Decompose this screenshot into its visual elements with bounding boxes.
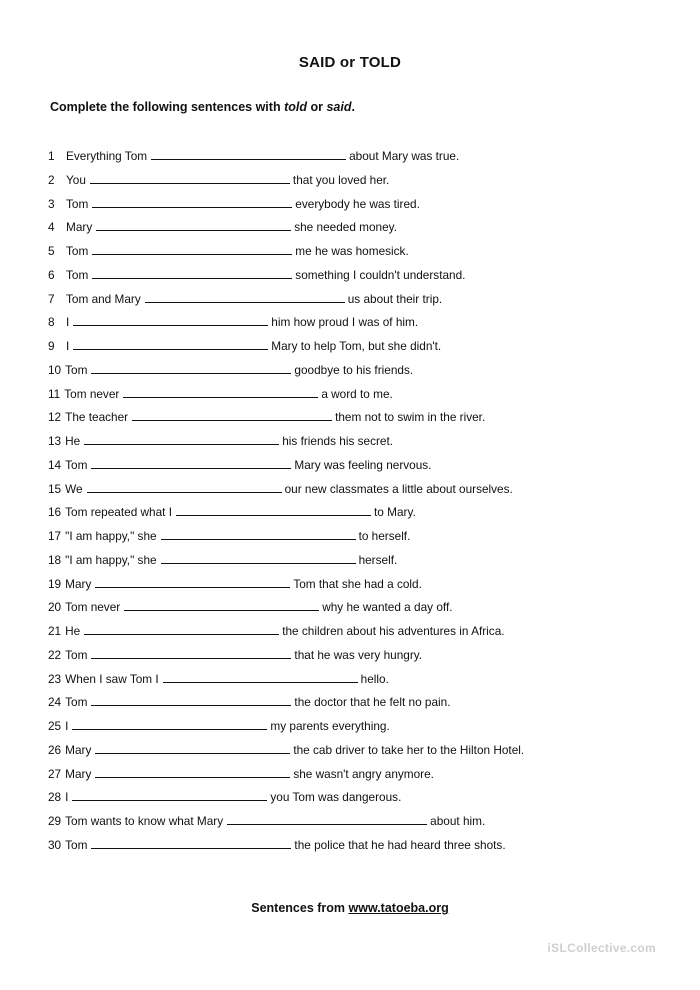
answer-blank[interactable] <box>151 147 346 160</box>
sentence-row-15 <box>48 479 648 503</box>
sentence-after: to Mary. <box>374 505 416 520</box>
sentence-number: 10 <box>48 362 62 377</box>
answer-blank[interactable] <box>92 195 292 208</box>
sentence-number: 20 <box>48 600 62 615</box>
sentence-row-10 <box>48 360 648 384</box>
sentence-row-11 <box>48 384 648 408</box>
sentence-row-4 <box>48 217 648 241</box>
sentence-number: 21 <box>48 624 62 638</box>
sentence-after: about Mary was true. <box>349 149 460 163</box>
answer-blank[interactable] <box>161 551 356 564</box>
sentence-row-1 <box>48 146 648 170</box>
sentence-before: Mary <box>65 766 92 781</box>
sentence-number: 24 <box>48 695 62 710</box>
sentence-row-30 <box>48 835 648 859</box>
answer-blank[interactable] <box>145 290 345 303</box>
sentence-after: that he was very hungry. <box>294 647 423 662</box>
sentence-row-20 <box>48 597 648 621</box>
instruction-word-said: said <box>326 100 352 114</box>
sentence-before: Mary <box>65 742 92 757</box>
answer-blank[interactable] <box>95 575 290 588</box>
sentence-number: 1 <box>48 149 55 163</box>
sentence-number: 18 <box>48 552 62 567</box>
sentence-after: something I couldn't understand. <box>295 267 466 282</box>
source-prefix: Sentences from <box>251 901 349 915</box>
sentence-before: I <box>65 790 69 805</box>
sentence-number: 4 <box>48 220 55 235</box>
sentence-after: about him. <box>430 814 486 828</box>
sentence-before: Tom <box>65 695 88 710</box>
sentence-after: the police that he had heard three shots. <box>294 837 506 852</box>
answer-blank[interactable] <box>72 717 267 730</box>
sentence-before: "I am happy," she <box>65 552 157 567</box>
answer-blank[interactable] <box>73 313 268 326</box>
sentence-after: goodbye to his friends. <box>294 362 414 377</box>
answer-blank[interactable] <box>72 788 267 801</box>
sentence-number: 2 <box>48 172 55 187</box>
sentence-row-7 <box>48 289 648 313</box>
sentence-after: me he was homesick. <box>295 244 409 258</box>
sentence-before: The teacher <box>65 410 129 425</box>
sentence-row-27 <box>48 764 648 788</box>
sentence-before: Tom <box>66 196 89 211</box>
answer-blank[interactable] <box>91 361 291 374</box>
sentence-number: 17 <box>48 529 62 543</box>
sentence-number: 16 <box>48 505 62 520</box>
sentence-number: 8 <box>48 315 55 330</box>
sentence-row-16 <box>48 502 648 526</box>
sentence-before: Tom <box>65 837 88 852</box>
sentence-number: 5 <box>48 244 55 258</box>
exercise-list <box>48 146 648 859</box>
answer-blank[interactable] <box>84 432 279 445</box>
answer-blank[interactable] <box>161 527 356 540</box>
sentence-before: Tom wants to know what Mary <box>65 814 224 828</box>
instruction-suffix: . <box>351 100 355 114</box>
answer-blank[interactable] <box>124 598 319 611</box>
sentence-before: He <box>65 434 81 448</box>
sentence-after: our new classmates a little about ourselves. <box>284 481 513 496</box>
instruction-prefix: Complete the following sentences with <box>50 100 285 114</box>
answer-blank[interactable] <box>73 337 268 350</box>
answer-blank[interactable] <box>91 836 291 849</box>
sentence-number: 28 <box>48 790 62 805</box>
sentence-before: I <box>66 315 70 330</box>
sentence-number: 27 <box>48 766 62 781</box>
answer-blank[interactable] <box>163 670 358 683</box>
sentence-before: Tom repeated what I <box>65 505 173 520</box>
sentence-after: she needed money. <box>294 220 397 235</box>
tatoeba-link[interactable]: www.tatoeba.org <box>348 901 449 915</box>
sentence-number: 6 <box>48 267 55 282</box>
sentence-number: 7 <box>48 291 55 306</box>
site-watermark: iSLCollective.com <box>547 941 656 955</box>
sentence-row-25 <box>48 716 648 740</box>
sentence-number: 19 <box>48 576 62 591</box>
answer-blank[interactable] <box>90 171 290 184</box>
source-credit <box>0 901 700 915</box>
sentence-before: Tom never <box>64 386 120 401</box>
instruction-middle: or <box>306 100 327 114</box>
answer-blank[interactable] <box>132 408 332 421</box>
sentence-after: why he wanted a day off. <box>322 600 453 615</box>
sentence-number: 26 <box>48 742 62 757</box>
sentence-after: Mary to help Tom, but she didn't. <box>271 339 442 353</box>
answer-blank[interactable] <box>92 242 292 255</box>
sentence-after: Mary was feeling nervous. <box>294 457 432 472</box>
sentence-row-18 <box>48 550 648 574</box>
sentence-before: We <box>65 481 83 496</box>
sentence-before: Tom and Mary <box>66 291 141 306</box>
answer-blank[interactable] <box>176 503 371 516</box>
instruction-word-told: told <box>284 100 307 114</box>
page-title: SAID or TOLD <box>298 54 402 71</box>
sentence-number: 14 <box>48 457 62 472</box>
answer-blank[interactable] <box>92 266 292 279</box>
sentence-after: my parents everything. <box>270 719 390 733</box>
sentence-row-19 <box>48 574 648 598</box>
answer-blank[interactable] <box>227 812 427 825</box>
sentence-row-9 <box>48 336 648 360</box>
sentence-row-13 <box>48 431 648 455</box>
sentence-after: that you loved her. <box>292 172 390 187</box>
instruction-text <box>50 100 355 114</box>
sentence-before: Tom <box>65 362 88 377</box>
answer-blank[interactable] <box>84 622 279 635</box>
answer-blank[interactable] <box>96 218 291 231</box>
sentence-after: to herself. <box>358 529 411 543</box>
sentence-before: Tom <box>66 267 89 282</box>
sentence-row-14 <box>48 455 648 479</box>
sentence-number: 13 <box>48 434 62 448</box>
sentence-after: she wasn't angry anymore. <box>293 766 434 781</box>
sentence-row-21 <box>48 621 648 645</box>
sentence-before: He <box>65 624 81 638</box>
sentence-after: the cab driver to take her to the Hilton Hotel. <box>293 742 525 757</box>
sentence-row-2 <box>48 170 648 194</box>
sentence-row-22 <box>48 645 648 669</box>
sentence-after: herself. <box>358 552 398 567</box>
sentence-after: us about their trip. <box>347 291 443 306</box>
sentence-after: a word to me. <box>321 386 393 401</box>
sentence-before: When I saw Tom I <box>65 671 159 686</box>
answer-blank[interactable] <box>123 385 318 398</box>
sentence-number: 3 <box>48 196 55 211</box>
sentence-number: 30 <box>48 837 62 852</box>
sentence-row-17 <box>48 526 648 550</box>
sentence-before: "I am happy," she <box>65 529 157 543</box>
sentence-number: 12 <box>48 410 62 425</box>
sentence-row-24 <box>48 692 648 716</box>
sentence-before: Mary <box>65 576 92 591</box>
sentence-before: I <box>66 339 70 353</box>
sentence-number: 9 <box>48 339 55 353</box>
sentence-after: him how proud I was of him. <box>271 315 419 330</box>
sentence-after: them not to swim in the river. <box>335 410 486 425</box>
sentence-before: You <box>66 172 86 187</box>
sentence-number: 23 <box>48 671 62 686</box>
sentence-number: 15 <box>48 481 62 496</box>
sentence-row-12 <box>48 407 648 431</box>
sentence-before: Tom <box>65 457 88 472</box>
sentence-row-23 <box>48 669 648 693</box>
sentence-before: Tom <box>65 647 88 662</box>
sentence-after: the children about his adventures in Africa. <box>282 624 505 638</box>
answer-blank[interactable] <box>95 765 290 778</box>
sentence-row-6 <box>48 265 648 289</box>
sentence-after: hello. <box>360 671 389 686</box>
answer-blank[interactable] <box>91 646 291 659</box>
sentence-after: everybody he was tired. <box>295 196 420 211</box>
sentence-after: the doctor that he felt no pain. <box>294 695 451 710</box>
answer-blank[interactable] <box>91 693 291 706</box>
sentence-number: 29 <box>48 814 62 828</box>
answer-blank[interactable] <box>95 741 290 754</box>
sentence-number: 25 <box>48 719 62 733</box>
sentence-number: 11 <box>48 386 61 401</box>
sentence-before: Tom never <box>65 600 121 615</box>
sentence-row-28 <box>48 787 648 811</box>
sentence-row-8 <box>48 312 648 336</box>
sentence-before: Everything Tom <box>66 149 148 163</box>
sentence-before: Tom <box>66 244 89 258</box>
sentence-row-29 <box>48 811 648 835</box>
sentence-after: you Tom was dangerous. <box>270 790 402 805</box>
sentence-row-26 <box>48 740 648 764</box>
sentence-row-5 <box>48 241 648 265</box>
sentence-number: 22 <box>48 647 62 662</box>
sentence-before: Mary <box>66 220 93 235</box>
sentence-after: Tom that she had a cold. <box>293 576 422 591</box>
answer-blank[interactable] <box>91 456 291 469</box>
sentence-row-3 <box>48 194 648 218</box>
sentence-after: his friends his secret. <box>282 434 394 448</box>
sentence-before: I <box>65 719 69 733</box>
answer-blank[interactable] <box>87 480 282 493</box>
